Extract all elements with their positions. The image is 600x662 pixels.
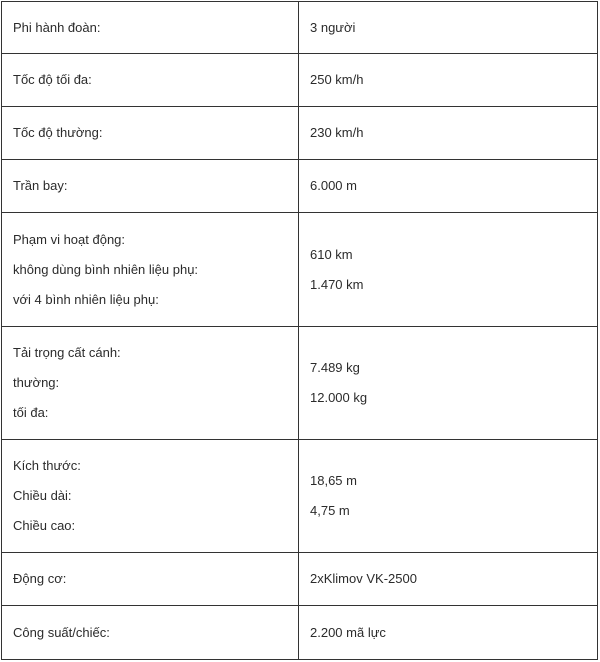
table-row <box>2 440 598 553</box>
value-line: 1.470 km <box>310 276 364 292</box>
row-label <box>2 160 299 213</box>
value-line: 2xKlimov VK-2500 <box>310 571 417 586</box>
label-line: không dùng bình nhiên liệu phụ: <box>13 261 199 277</box>
row-label <box>2 606 299 660</box>
value-line: 230 km/h <box>310 125 364 140</box>
table-row <box>2 606 598 660</box>
label-line: với 4 bình nhiên liệu phụ: <box>13 291 159 307</box>
table-row <box>2 54 598 107</box>
value-line: 12.000 kg <box>310 390 368 405</box>
label-line: Kích thước: <box>13 458 81 473</box>
row-label <box>2 107 299 160</box>
row-value <box>299 606 598 660</box>
value-line: 3 người <box>310 19 356 35</box>
value-line: 4,75 m <box>310 503 350 518</box>
label-line: Tải trọng cất cánh: <box>13 345 121 360</box>
value-line: 2.200 mã lực <box>310 624 386 640</box>
label-line: Chiều cao: <box>13 518 76 533</box>
value-line: 7.489 kg <box>310 360 360 375</box>
value-line: 18,65 m <box>310 473 357 488</box>
row-value <box>299 54 598 107</box>
table-row <box>2 553 598 606</box>
label-line: tối đa: <box>13 405 49 420</box>
label-line: Phi hành đoàn: <box>13 19 101 35</box>
row-value <box>299 2 598 54</box>
value-line: 6.000 m <box>310 178 357 193</box>
row-value <box>299 553 598 606</box>
row-label <box>2 327 299 440</box>
row-value <box>299 160 598 213</box>
row-value <box>299 440 598 553</box>
specifications-table <box>1 1 598 660</box>
table-row <box>2 327 598 440</box>
row-label <box>2 213 299 327</box>
label-line: Phạm vi hoạt động: <box>13 231 126 247</box>
row-value <box>299 213 598 327</box>
row-value <box>299 107 598 160</box>
label-line: Tốc độ tối đa: <box>13 72 92 87</box>
label-line: Tốc độ thường: <box>13 125 103 140</box>
row-label <box>2 2 299 54</box>
label-line: Trần bay: <box>13 178 68 193</box>
table-row <box>2 2 598 54</box>
value-line: 250 km/h <box>310 72 364 87</box>
label-line: Công suất/chiếc: <box>13 624 110 640</box>
value-line: 610 km <box>310 246 353 262</box>
label-line: Chiều dài: <box>13 488 72 503</box>
table-row <box>2 160 598 213</box>
table-row <box>2 213 598 327</box>
row-label <box>2 440 299 553</box>
row-label <box>2 553 299 606</box>
table-row <box>2 107 598 160</box>
label-line: thường: <box>13 375 60 390</box>
label-line: Động cơ: <box>13 571 67 586</box>
row-label <box>2 54 299 107</box>
row-value <box>299 327 598 440</box>
